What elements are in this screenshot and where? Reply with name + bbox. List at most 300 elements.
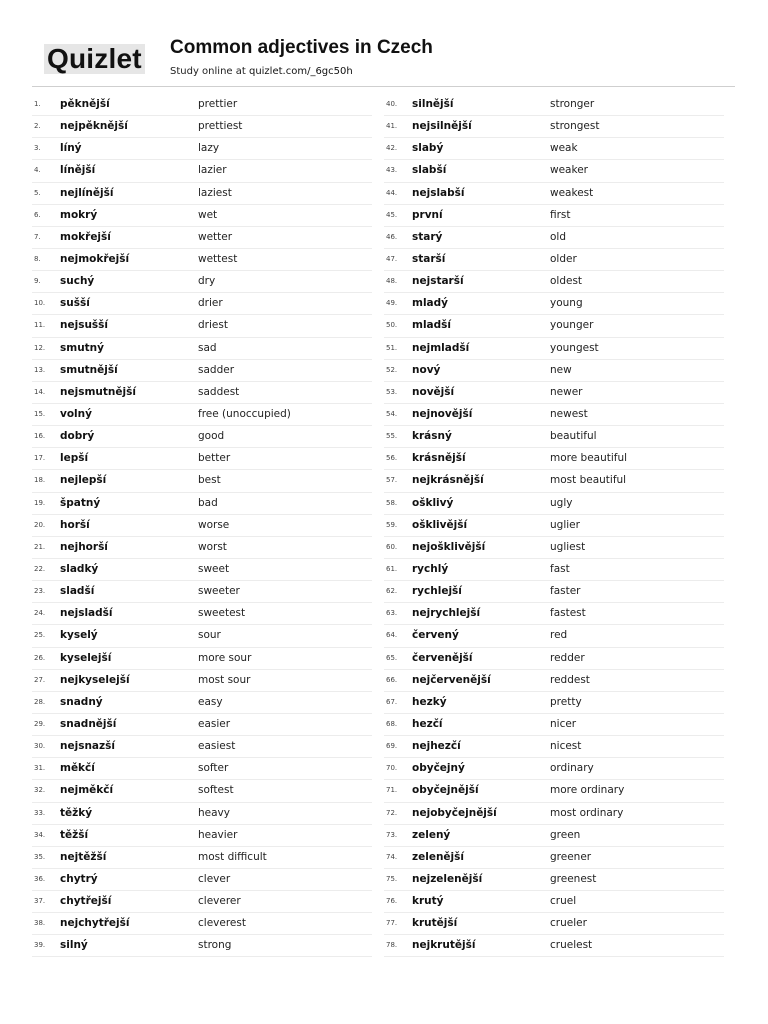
term-number: 43. xyxy=(386,166,398,175)
term-word: krásný xyxy=(412,430,452,443)
term-definition: sweet xyxy=(198,562,230,575)
term-row xyxy=(384,426,724,448)
term-definition: younger xyxy=(550,319,594,332)
term-word: novější xyxy=(412,385,455,398)
term-row xyxy=(32,382,372,404)
term-row xyxy=(32,825,372,847)
term-number: 70. xyxy=(386,764,398,773)
term-word: nejsušší xyxy=(60,319,109,332)
term-number: 78. xyxy=(386,941,398,950)
term-definition: drier xyxy=(198,297,223,310)
term-row xyxy=(384,869,724,891)
term-definition: softest xyxy=(198,784,234,797)
term-word: sladší xyxy=(60,585,95,598)
term-word: smutnější xyxy=(60,363,118,376)
term-definition: newer xyxy=(550,385,583,398)
term-definition: best xyxy=(198,474,221,487)
term-word: nejsnazší xyxy=(60,740,115,753)
term-row xyxy=(384,160,724,182)
term-definition: redder xyxy=(550,651,585,664)
term-word: nejkrutější xyxy=(412,939,476,952)
quizlet-logo: Quizlet xyxy=(44,44,145,74)
term-number: 34. xyxy=(34,830,46,839)
term-definition: strongest xyxy=(550,120,600,133)
term-number: 56. xyxy=(386,454,398,463)
term-definition: oldest xyxy=(550,275,583,288)
term-definition: easier xyxy=(198,717,231,730)
term-word: nejsladší xyxy=(60,607,113,620)
term-number: 60. xyxy=(386,542,398,551)
term-number: 57. xyxy=(386,476,398,485)
term-word: nejkyselejší xyxy=(60,673,130,686)
term-word: měkčí xyxy=(60,762,95,775)
term-word: rychlý xyxy=(412,562,449,575)
term-definition: wet xyxy=(198,208,218,221)
term-definition: weaker xyxy=(550,164,588,177)
term-number: 52. xyxy=(386,365,398,374)
term-number: 65. xyxy=(386,653,398,662)
term-number: 14. xyxy=(34,387,46,396)
term-number: 4. xyxy=(34,166,41,175)
term-word: hezký xyxy=(412,695,447,708)
term-row xyxy=(32,692,372,714)
term-word: mokřejší xyxy=(60,230,111,243)
term-definition: more sour xyxy=(198,651,252,664)
term-row xyxy=(32,803,372,825)
term-row xyxy=(32,138,372,160)
term-number: 44. xyxy=(386,188,398,197)
term-number: 55. xyxy=(386,432,398,441)
term-definition: sweeter xyxy=(198,585,240,598)
term-number: 59. xyxy=(386,520,398,529)
term-row xyxy=(384,825,724,847)
term-number: 33. xyxy=(34,808,46,817)
term-definition: clever xyxy=(198,872,231,885)
term-word: nejčervenější xyxy=(412,673,491,686)
term-definition: bad xyxy=(198,496,218,509)
term-number: 20. xyxy=(34,520,46,529)
term-number: 12. xyxy=(34,343,46,352)
term-number: 22. xyxy=(34,564,46,573)
term-word: chytrý xyxy=(60,872,98,885)
term-number: 18. xyxy=(34,476,46,485)
term-number: 54. xyxy=(386,409,398,418)
term-number: 5. xyxy=(34,188,41,197)
term-row xyxy=(32,670,372,692)
term-row xyxy=(384,493,724,515)
term-number: 10. xyxy=(34,299,46,308)
term-word: kyselý xyxy=(60,629,98,642)
term-number: 72. xyxy=(386,808,398,817)
term-number: 41. xyxy=(386,122,398,131)
term-definition: most sour xyxy=(198,673,251,686)
term-number: 19. xyxy=(34,498,46,507)
term-definition: most ordinary xyxy=(550,806,624,819)
term-definition: greenest xyxy=(550,872,597,885)
term-row xyxy=(32,625,372,647)
term-row xyxy=(32,116,372,138)
term-word: slabý xyxy=(412,142,444,155)
term-word: červený xyxy=(412,629,459,642)
term-definition: strong xyxy=(198,939,232,952)
term-row xyxy=(384,648,724,670)
term-row xyxy=(384,736,724,758)
term-row xyxy=(384,138,724,160)
term-number: 68. xyxy=(386,719,398,728)
term-definition: ugliest xyxy=(550,540,586,553)
term-definition: greener xyxy=(550,850,592,863)
term-number: 7. xyxy=(34,232,41,241)
term-number: 16. xyxy=(34,432,46,441)
term-definition: nicer xyxy=(550,717,577,730)
term-word: starší xyxy=(412,252,446,265)
term-word: slabší xyxy=(412,164,447,177)
term-word: krásnější xyxy=(412,452,466,465)
term-number: 67. xyxy=(386,697,398,706)
term-number: 77. xyxy=(386,919,398,928)
term-number: 49. xyxy=(386,299,398,308)
term-definition: weakest xyxy=(550,186,594,199)
term-number: 61. xyxy=(386,564,398,573)
term-number: 25. xyxy=(34,631,46,640)
term-definition: prettiest xyxy=(198,120,243,133)
term-column-right xyxy=(384,94,724,957)
term-definition: beautiful xyxy=(550,430,597,443)
term-row xyxy=(384,780,724,802)
term-number: 9. xyxy=(34,277,41,286)
term-row xyxy=(32,315,372,337)
term-definition: red xyxy=(550,629,568,642)
term-row xyxy=(384,515,724,537)
term-row xyxy=(384,847,724,869)
term-definition: heavier xyxy=(198,828,238,841)
term-row xyxy=(32,205,372,227)
term-definition: cleverer xyxy=(198,895,241,908)
term-word: ošklivější xyxy=(412,518,468,531)
term-number: 47. xyxy=(386,254,398,263)
term-number: 8. xyxy=(34,254,41,263)
term-number: 23. xyxy=(34,587,46,596)
term-number: 63. xyxy=(386,609,398,618)
term-definition: uglier xyxy=(550,518,580,531)
term-row xyxy=(384,714,724,736)
term-definition: most difficult xyxy=(198,850,267,863)
term-number: 30. xyxy=(34,742,46,751)
term-definition: crueler xyxy=(550,917,587,930)
term-row xyxy=(32,470,372,492)
term-word: nejchytřejší xyxy=(60,917,130,930)
term-row xyxy=(384,315,724,337)
term-row xyxy=(32,736,372,758)
term-definition: ordinary xyxy=(550,762,594,775)
term-definition: reddest xyxy=(550,673,590,686)
term-row xyxy=(32,448,372,470)
term-definition: sadder xyxy=(198,363,235,376)
term-number: 51. xyxy=(386,343,398,352)
term-number: 31. xyxy=(34,764,46,773)
term-word: lepší xyxy=(60,452,89,465)
term-definition: dry xyxy=(198,275,216,288)
term-definition: stronger xyxy=(550,98,595,110)
term-row xyxy=(384,183,724,205)
term-word: nejhorší xyxy=(60,540,108,553)
term-row xyxy=(384,803,724,825)
term-row xyxy=(384,338,724,360)
term-number: 3. xyxy=(34,144,41,153)
term-number: 35. xyxy=(34,852,46,861)
term-word: nejtěžší xyxy=(60,850,107,863)
term-definition: weak xyxy=(550,142,578,155)
term-row xyxy=(384,470,724,492)
term-row xyxy=(384,227,724,249)
term-row xyxy=(384,692,724,714)
term-number: 53. xyxy=(386,387,398,396)
term-row xyxy=(32,935,372,957)
term-word: mladší xyxy=(412,319,451,332)
term-definition: softer xyxy=(198,762,229,775)
term-row xyxy=(32,338,372,360)
term-row xyxy=(32,537,372,559)
term-number: 13. xyxy=(34,365,46,374)
term-word: těžší xyxy=(60,828,89,841)
term-definition: wetter xyxy=(198,230,233,243)
term-definition: ugly xyxy=(550,496,573,509)
term-definition: worse xyxy=(198,518,230,531)
term-row xyxy=(384,404,724,426)
term-definition: cleverest xyxy=(198,917,246,930)
term-number: 46. xyxy=(386,232,398,241)
term-definition: better xyxy=(198,452,231,465)
term-word: línější xyxy=(60,164,96,177)
term-word: nejhezčí xyxy=(412,740,461,753)
term-word: snadný xyxy=(60,695,103,708)
term-row xyxy=(32,714,372,736)
term-number: 36. xyxy=(34,874,46,883)
term-definition: sour xyxy=(198,629,221,642)
term-word: krutý xyxy=(412,895,444,908)
term-row xyxy=(32,404,372,426)
term-definition: nicest xyxy=(550,740,582,753)
term-definition: sad xyxy=(198,341,217,354)
term-row xyxy=(32,183,372,205)
term-row xyxy=(32,648,372,670)
term-word: obyčejnější xyxy=(412,784,479,797)
term-word: snadnější xyxy=(60,717,117,730)
term-row xyxy=(384,249,724,271)
term-number: 39. xyxy=(34,941,46,950)
term-row xyxy=(384,891,724,913)
term-definition: fast xyxy=(550,562,570,575)
term-row xyxy=(384,625,724,647)
term-definition: lazy xyxy=(198,142,220,155)
term-number: 27. xyxy=(34,675,46,684)
term-row xyxy=(384,603,724,625)
page-subtitle xyxy=(170,66,353,77)
term-row xyxy=(32,869,372,891)
term-row xyxy=(384,670,724,692)
term-word: nejnovější xyxy=(412,407,473,420)
header-divider xyxy=(32,86,735,87)
term-word: nejmokřejší xyxy=(60,252,130,265)
term-row xyxy=(384,94,724,116)
term-definition: fastest xyxy=(550,607,586,620)
term-definition: saddest xyxy=(198,385,240,398)
term-word: nejrychlejší xyxy=(412,607,481,620)
term-word: nejsmutnější xyxy=(60,385,136,398)
term-column-left xyxy=(32,94,372,957)
term-definition: laziest xyxy=(198,186,232,199)
term-row xyxy=(384,758,724,780)
term-number: 74. xyxy=(386,852,398,861)
term-word: hezčí xyxy=(412,717,443,730)
term-number: 2. xyxy=(34,122,41,131)
term-definition: cruelest xyxy=(550,939,593,952)
term-word: obyčejný xyxy=(412,762,465,775)
term-word: nejslabší xyxy=(412,186,465,199)
term-row xyxy=(32,271,372,293)
term-word: nejlínější xyxy=(60,186,114,199)
term-row xyxy=(384,382,724,404)
term-word: špatný xyxy=(60,496,101,509)
term-word: nejměkčí xyxy=(60,784,114,797)
term-number: 24. xyxy=(34,609,46,618)
term-number: 62. xyxy=(386,587,398,596)
term-number: 66. xyxy=(386,675,398,684)
term-definition: sweetest xyxy=(198,607,246,620)
term-number: 26. xyxy=(34,653,46,662)
term-word: těžký xyxy=(60,806,93,819)
term-word: chytřejší xyxy=(60,895,112,908)
term-definition: more ordinary xyxy=(550,784,625,797)
term-row xyxy=(32,426,372,448)
term-word: suchý xyxy=(60,275,95,288)
term-row xyxy=(32,160,372,182)
term-definition: heavy xyxy=(198,806,230,819)
term-word: mladý xyxy=(412,297,448,310)
subtitle-prefix: Study online at xyxy=(170,66,249,77)
term-number: 73. xyxy=(386,830,398,839)
term-number: 42. xyxy=(386,144,398,153)
term-word: nejošklivější xyxy=(412,540,486,553)
term-definition: prettier xyxy=(198,98,238,110)
term-row xyxy=(384,360,724,382)
term-definition: worst xyxy=(198,540,227,553)
term-row xyxy=(32,515,372,537)
term-row xyxy=(32,913,372,935)
term-word: silný xyxy=(60,939,88,952)
page-header xyxy=(0,0,768,86)
term-definition: wettest xyxy=(198,252,238,265)
term-number: 76. xyxy=(386,897,398,906)
term-word: nejzelenější xyxy=(412,872,483,885)
term-number: 6. xyxy=(34,210,41,219)
term-word: nejsilnější xyxy=(412,120,472,133)
term-word: ošklivý xyxy=(412,496,454,509)
term-row xyxy=(32,891,372,913)
term-word: volný xyxy=(60,407,92,420)
term-word: červenější xyxy=(412,651,473,664)
term-definition: newest xyxy=(550,407,588,420)
term-number: 58. xyxy=(386,498,398,507)
term-word: nejkrásnější xyxy=(412,474,484,487)
page-title: Common adjectives in Czech xyxy=(170,37,433,58)
term-number: 1. xyxy=(34,100,41,108)
term-row xyxy=(32,360,372,382)
term-definition: green xyxy=(550,828,581,841)
term-number: 50. xyxy=(386,321,398,330)
term-definition: more beautiful xyxy=(550,452,628,465)
term-definition: first xyxy=(550,208,571,221)
term-row xyxy=(32,758,372,780)
term-definition: easiest xyxy=(198,740,236,753)
term-word: pěknější xyxy=(60,98,110,110)
term-number: 37. xyxy=(34,897,46,906)
term-definition: faster xyxy=(550,585,581,598)
study-link[interactable]: quizlet.com/_6gc50h xyxy=(248,66,353,77)
term-number: 64. xyxy=(386,631,398,640)
term-number: 71. xyxy=(386,786,398,795)
term-definition: good xyxy=(198,430,225,443)
term-word: dobrý xyxy=(60,430,95,443)
term-row xyxy=(32,603,372,625)
term-row xyxy=(32,847,372,869)
term-word: nový xyxy=(412,363,441,376)
term-number: 75. xyxy=(386,874,398,883)
term-row xyxy=(32,249,372,271)
term-word: sušší xyxy=(60,297,90,310)
term-row xyxy=(32,581,372,603)
term-number: 69. xyxy=(386,742,398,751)
term-definition: new xyxy=(550,363,572,376)
term-row xyxy=(384,559,724,581)
term-word: sladký xyxy=(60,562,99,575)
term-definition: young xyxy=(550,297,583,310)
term-word: zelený xyxy=(412,828,451,841)
term-number: 32. xyxy=(34,786,46,795)
term-word: kyselejší xyxy=(60,651,112,664)
term-row xyxy=(384,448,724,470)
term-number: 28. xyxy=(34,697,46,706)
term-definition: pretty xyxy=(550,695,582,708)
term-definition: older xyxy=(550,252,577,265)
term-word: horší xyxy=(60,518,90,531)
term-word: starý xyxy=(412,230,443,243)
term-row xyxy=(384,935,724,957)
term-word: nejstarší xyxy=(412,275,464,288)
term-row xyxy=(384,537,724,559)
term-number: 40. xyxy=(386,100,398,108)
term-word: první xyxy=(412,208,443,221)
term-definition: old xyxy=(550,230,567,243)
term-number: 29. xyxy=(34,719,46,728)
term-row xyxy=(32,559,372,581)
term-number: 45. xyxy=(386,210,398,219)
term-definition: cruel xyxy=(550,895,577,908)
term-word: líný xyxy=(60,142,82,155)
term-word: nejlepší xyxy=(60,474,107,487)
term-word: nejpěknější xyxy=(60,120,128,133)
term-number: 21. xyxy=(34,542,46,551)
term-row xyxy=(384,205,724,227)
term-word: smutný xyxy=(60,341,105,354)
term-word: nejobyčejnější xyxy=(412,806,497,819)
term-row xyxy=(384,271,724,293)
term-word: krutější xyxy=(412,917,458,930)
term-number: 38. xyxy=(34,919,46,928)
term-row xyxy=(384,116,724,138)
term-row xyxy=(384,293,724,315)
term-word: nejmladší xyxy=(412,341,470,354)
